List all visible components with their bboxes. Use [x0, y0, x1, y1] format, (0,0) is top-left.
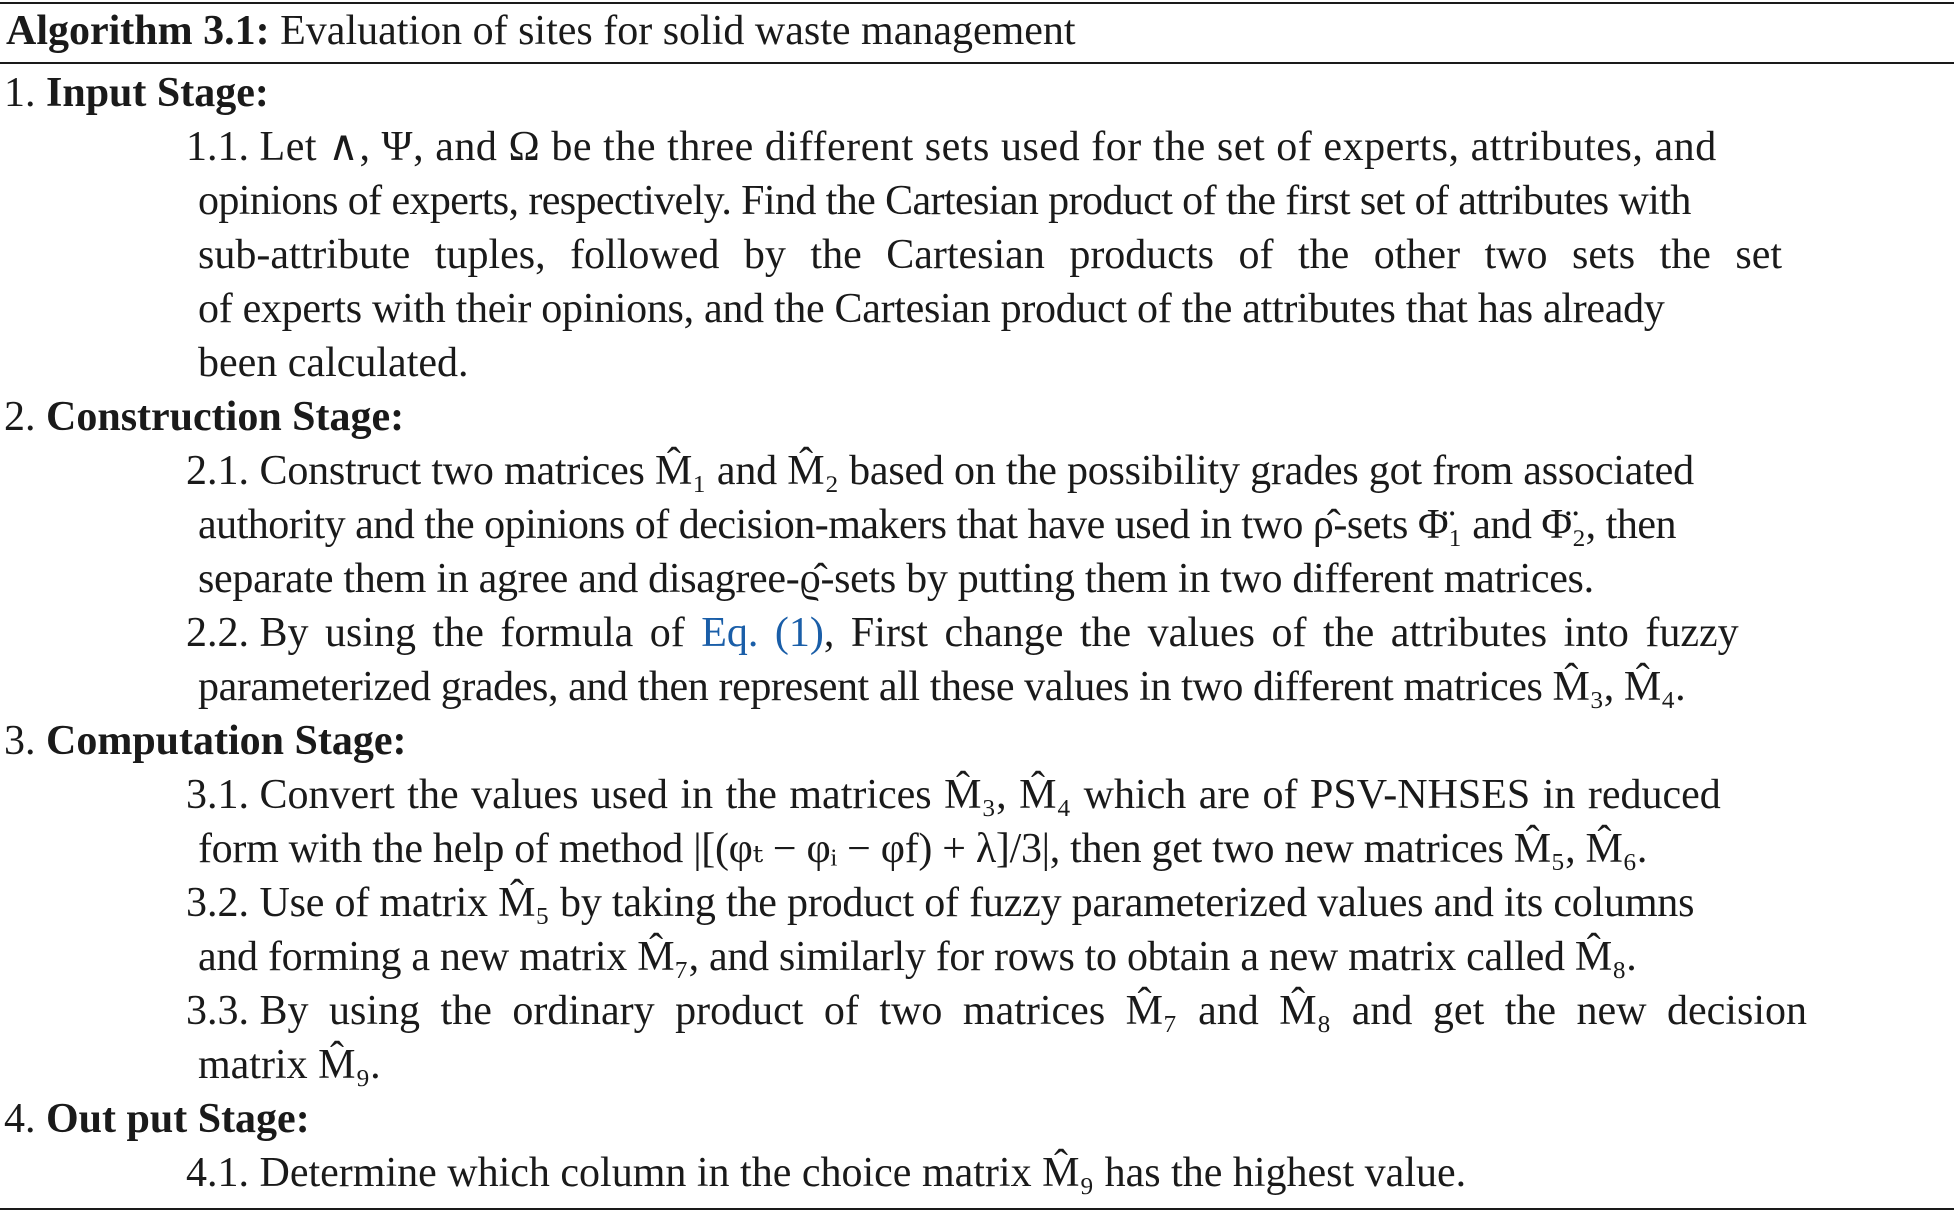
step-line-text: authority and the opinions of decision-makers that have used in two ρ̂-sets Φ̈₁ and Φ̈₂, then: [198, 502, 1676, 548]
step-4-1: [186, 1146, 1954, 1200]
stage-input: [0, 66, 1954, 390]
stage-name: Input Stage:: [46, 70, 269, 116]
step-line: [186, 336, 1954, 390]
step-line: [186, 768, 1954, 822]
step-line: [186, 876, 1954, 930]
stage-output: [0, 1092, 1954, 1200]
stage-heading: [0, 714, 1954, 768]
step-line: [186, 606, 1954, 660]
step-line: [186, 444, 1954, 498]
step-2-2: [186, 606, 1954, 714]
step-line-text: Convert the values used in the matrices M̂₃, M̂₄ which are of PSV-NHSES in reduced: [259, 772, 1721, 818]
step-line: [186, 984, 1954, 1038]
step-number: 1.1.: [186, 124, 260, 170]
stage-number: 2.: [4, 394, 36, 440]
top-rule: [0, 2, 1954, 4]
step-line: [186, 498, 1954, 552]
step-3-2: [186, 876, 1954, 984]
step-line-text: By using the ordinary product of two matrices M̂₇ and M̂₈ and get the new decision: [259, 988, 1807, 1034]
stage-computation: [0, 714, 1954, 1092]
step-line-text: Construct two matrices M̂₁ and M̂₂ based on the possibility grades got from associated: [259, 448, 1694, 494]
step-line-text: and forming a new matrix M̂₇, and similarly for rows to obtain a new matrix called M̂₈.: [198, 934, 1637, 980]
stage-heading: [0, 390, 1954, 444]
stage-number: 3.: [4, 718, 36, 764]
step-line-text: matrix M̂₉.: [198, 1042, 381, 1088]
step-number: 4.1.: [186, 1150, 260, 1196]
stage-name: Computation Stage:: [46, 718, 407, 764]
step-3-3: [186, 984, 1954, 1092]
algorithm-label: Algorithm 3.1:: [6, 8, 270, 54]
step-line-text: By using the formula of Eq. (1), First change the values of the attributes into fuzzy: [259, 610, 1739, 656]
step-number: 2.1.: [186, 448, 260, 494]
step-line: [186, 1146, 1954, 1200]
step-line: [186, 282, 1954, 336]
stage-heading: [0, 66, 1954, 120]
algorithm-title-text: Evaluation of sites for solid waste management: [280, 8, 1076, 54]
step-line: [186, 822, 1954, 876]
stage-number: 1.: [4, 70, 36, 116]
step-line-text: Let ∧, Ψ, and Ω be the three different sets used for the set of experts, attributes, and: [259, 124, 1717, 170]
algorithm-title: [6, 5, 1076, 57]
stage-construction: [0, 390, 1954, 714]
stage-name: Out put Stage:: [46, 1096, 310, 1142]
equation-link[interactable]: Eq. (1): [701, 610, 824, 656]
step-line-text: been calculated.: [198, 340, 469, 386]
title-rule: [0, 62, 1954, 64]
step-number: 3.3.: [186, 988, 260, 1034]
stage-name: Construction Stage:: [46, 394, 405, 440]
step-line-text: sub-attribute tuples, followed by the Cartesian products of the other two sets the set: [198, 232, 1783, 278]
stage-heading: [0, 1092, 1954, 1146]
step-2-1: [186, 444, 1954, 606]
step-line-text: form with the help of method |[(φₜ − φᵢ − φf) + λ]/3|, then get two new matrices M̂₅, M̂₆.: [198, 826, 1648, 872]
algorithm-body: [0, 66, 1954, 1200]
step-line: [186, 1038, 1954, 1092]
step-3-1: [186, 768, 1954, 876]
stage-number: 4.: [4, 1096, 36, 1142]
step-line: [186, 660, 1954, 714]
step-line-text: separate them in agree and disagree-ϱ̂-sets by putting them in two different matrices.: [198, 556, 1594, 602]
step-line-text: Determine which column in the choice matrix M̂₉ has the highest value.: [259, 1150, 1467, 1196]
step-line: [186, 930, 1954, 984]
bottom-rule: [0, 1208, 1954, 1210]
step-line: [186, 228, 1954, 282]
step-number: 3.2.: [186, 880, 260, 926]
step-number: 3.1.: [186, 772, 260, 818]
step-line-text: of experts with their opinions, and the Cartesian product of the attributes that has already: [198, 286, 1665, 332]
step-number: 2.2.: [186, 610, 260, 656]
step-line: [186, 120, 1954, 174]
step-line-text: opinions of experts, respectively. Find the Cartesian product of the first set of attributes with: [198, 178, 1691, 224]
step-line: [186, 174, 1954, 228]
step-line-text: parameterized grades, and then represent all these values in two different matrices M̂₃, M̂₄.: [198, 664, 1686, 710]
step-1-1: [186, 120, 1954, 390]
step-line: [186, 552, 1954, 606]
step-line-text: Use of matrix M̂₅ by taking the product of fuzzy parameterized values and its columns: [259, 880, 1695, 926]
